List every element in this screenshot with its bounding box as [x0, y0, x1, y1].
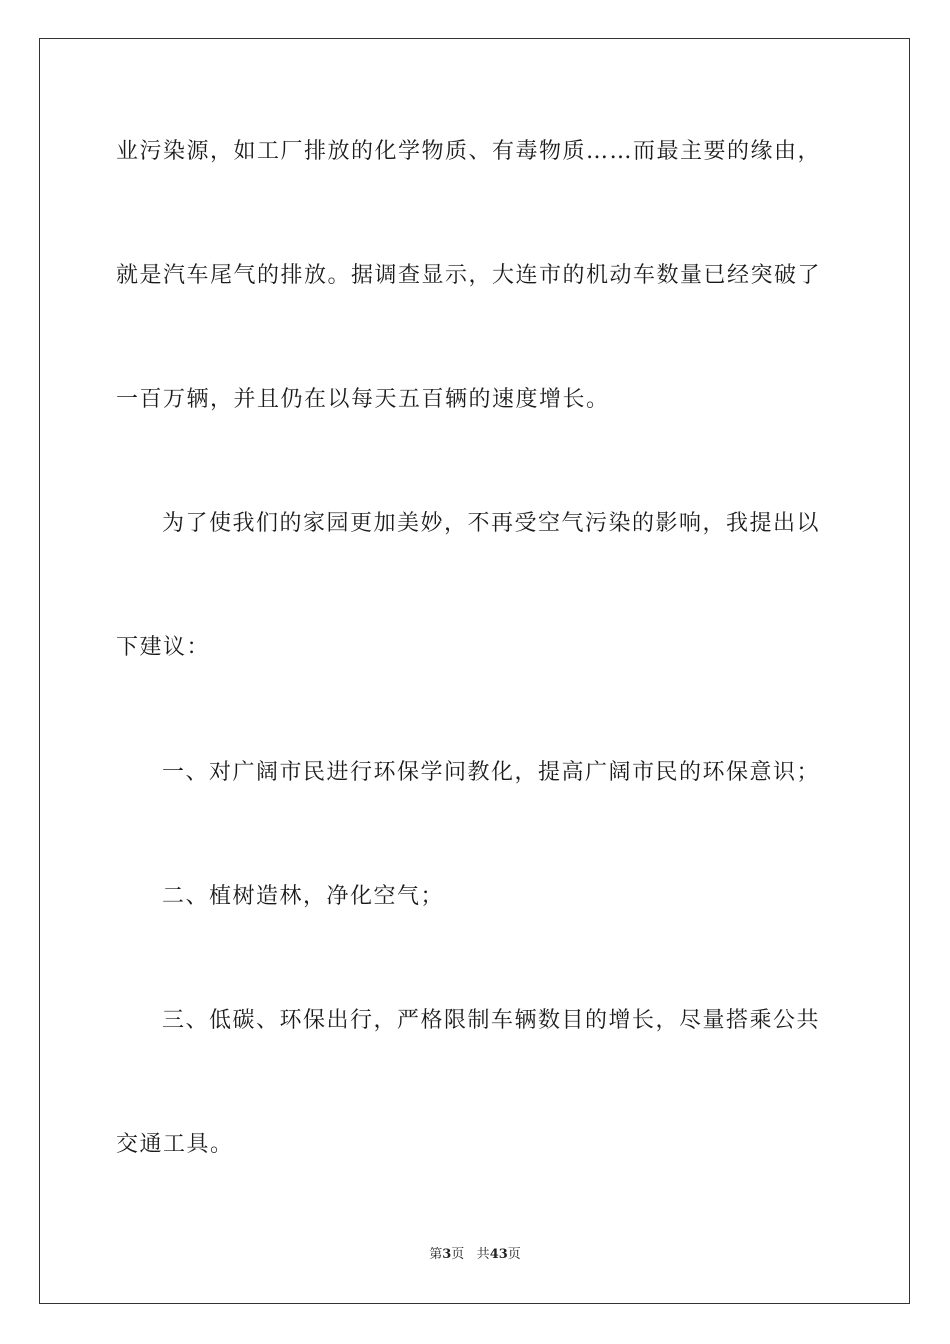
page-border [39, 38, 910, 1304]
page-suffix: 页 [451, 1247, 465, 1262]
body-line-4: 为了使我们的家园更加美妙，不再受空气污染的影响，我提出以 [162, 511, 821, 536]
body-line-3: 一百万辆，并且仍在以每天五百辆的速度增长。 [116, 387, 610, 412]
page-prefix: 第 [429, 1247, 443, 1262]
total-prefix: 共 [476, 1247, 490, 1262]
body-line-1: 业污染源，如工厂排放的化学物质、有毒物质……而最主要的缘由， [116, 139, 822, 164]
body-line-2: 就是汽车尾气的排放。据调查显示，大连市的机动车数量已经突破了 [116, 263, 822, 288]
page-total: 43 [489, 1247, 508, 1262]
page-footer [0, 1246, 950, 1264]
page-current: 3 [442, 1247, 452, 1262]
suggestion-1: 一、对广阔市民进行环保学问教化，提高广阔市民的环保意识； [162, 760, 821, 785]
suggestion-3-line-1: 三、低碳、环保出行，严格限制车辆数目的增长，尽量搭乘公共 [162, 1008, 821, 1033]
suggestion-3-line-2: 交通工具。 [116, 1132, 234, 1157]
body-line-5: 下建议： [116, 635, 211, 660]
suggestion-2: 二、植树造林，净化空气； [162, 884, 445, 909]
total-suffix: 页 [507, 1247, 521, 1262]
